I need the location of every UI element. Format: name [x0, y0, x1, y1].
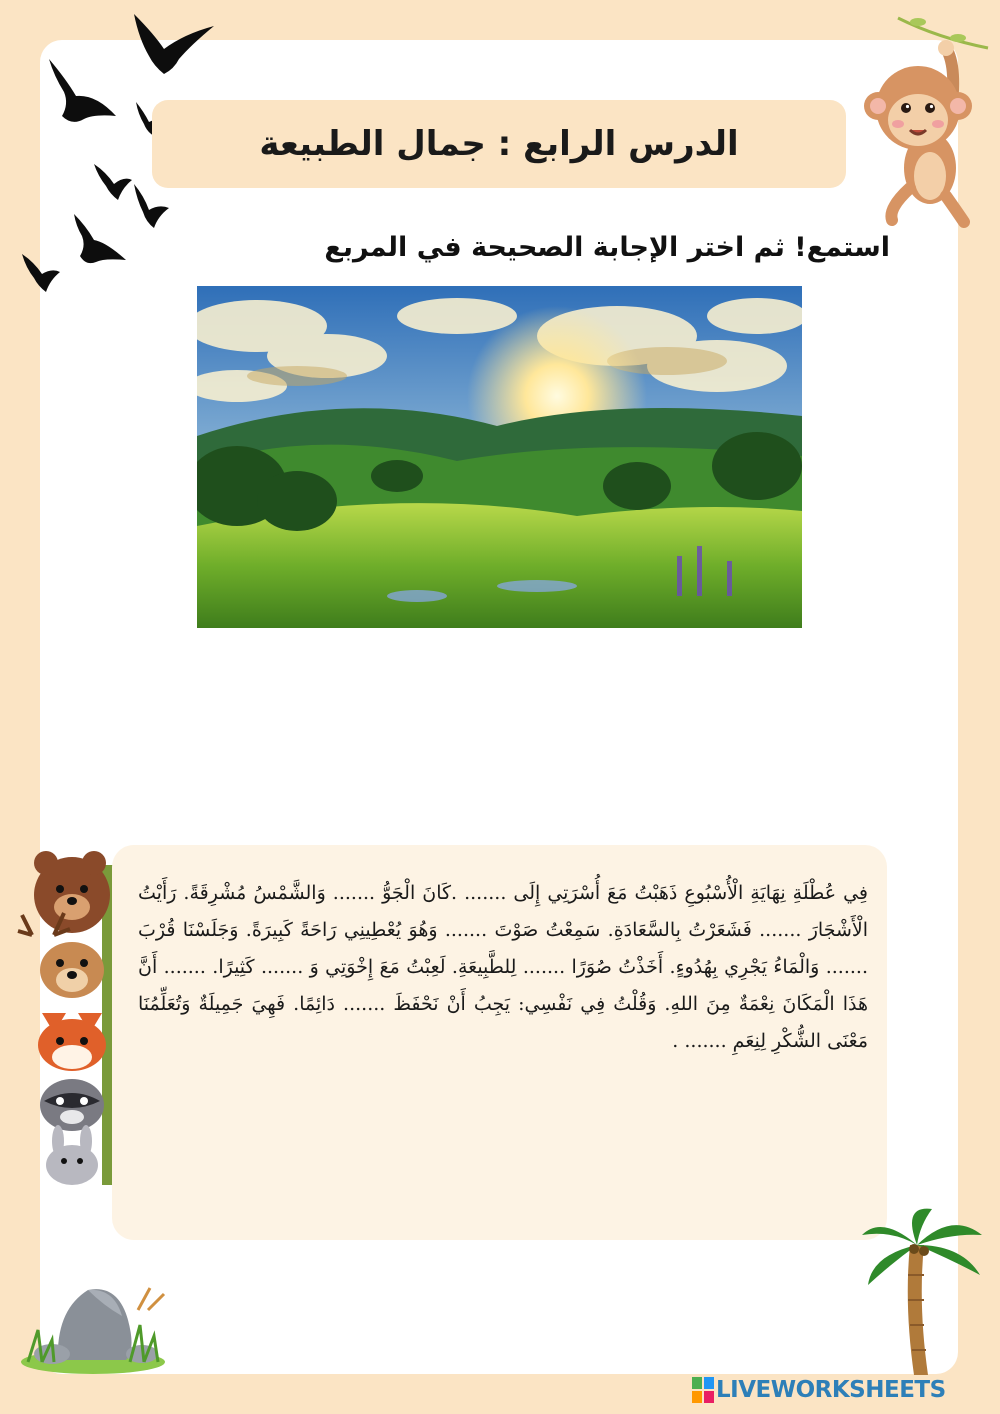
palm-tree-illustration [862, 1205, 990, 1375]
lesson-title: الدرس الرابع : جمال الطبيعة [259, 124, 739, 164]
monkey-illustration [858, 8, 990, 233]
peeking-animals-illustration [14, 845, 118, 1190]
rock-illustration [18, 1270, 168, 1375]
brand-name: LIVEWORKSHEETS [716, 1377, 946, 1403]
instruction-text: استمع! ثم اختر الإجابة الصحيحة في المربع [324, 232, 890, 263]
title-banner [152, 100, 846, 188]
liveworksheets-logo-icon [692, 1377, 714, 1403]
landscape-image [197, 286, 802, 628]
liveworksheets-brand [692, 1374, 992, 1406]
passage-text: فِي عُطْلَةِ نِهَايَةِ الْأُسْبُوعِ ذَهَبْتُ مَعَ أُسْرَتِي إِلَى ....... .كَانَ الْجَوُّ ....... وَالشَّمْسُ مُشْرِقَةً. رَأَيْتُ الْأَشْجَارَ ....... فَشَعَرْتُ بِالسَّعَادَةِ. سَمِعْتُ صَوْتَ ....... وَهُوَ يُعْطِينِي رَاحَةً كَبِيرَةً. وَجَلَسْنَا قُرْبَ ....... وَالْمَاءُ يَجْرِي بِهُدُوءٍ. أَخَذْتُ صُوَرًا ....... لِلطَّبِيعَةِ. لَعِبْتُ مَعَ إِخْوَتِي وَ ....... كَثِيرًا. ....... أَنَّ هَذَا الْمَكَانَ نِعْمَةٌ مِنَ اللهِ. وَقُلْتُ فِي نَفْسِي: يَجِبُ أَنْ نَحْفَظَ ....... دَائِمًا. فَهِيَ جَمِيلَةٌ وَتُعَلِّمُنَا مَعْنَى الشُّكْرِ لِنِعَمِ ....... . [138, 882, 868, 1052]
